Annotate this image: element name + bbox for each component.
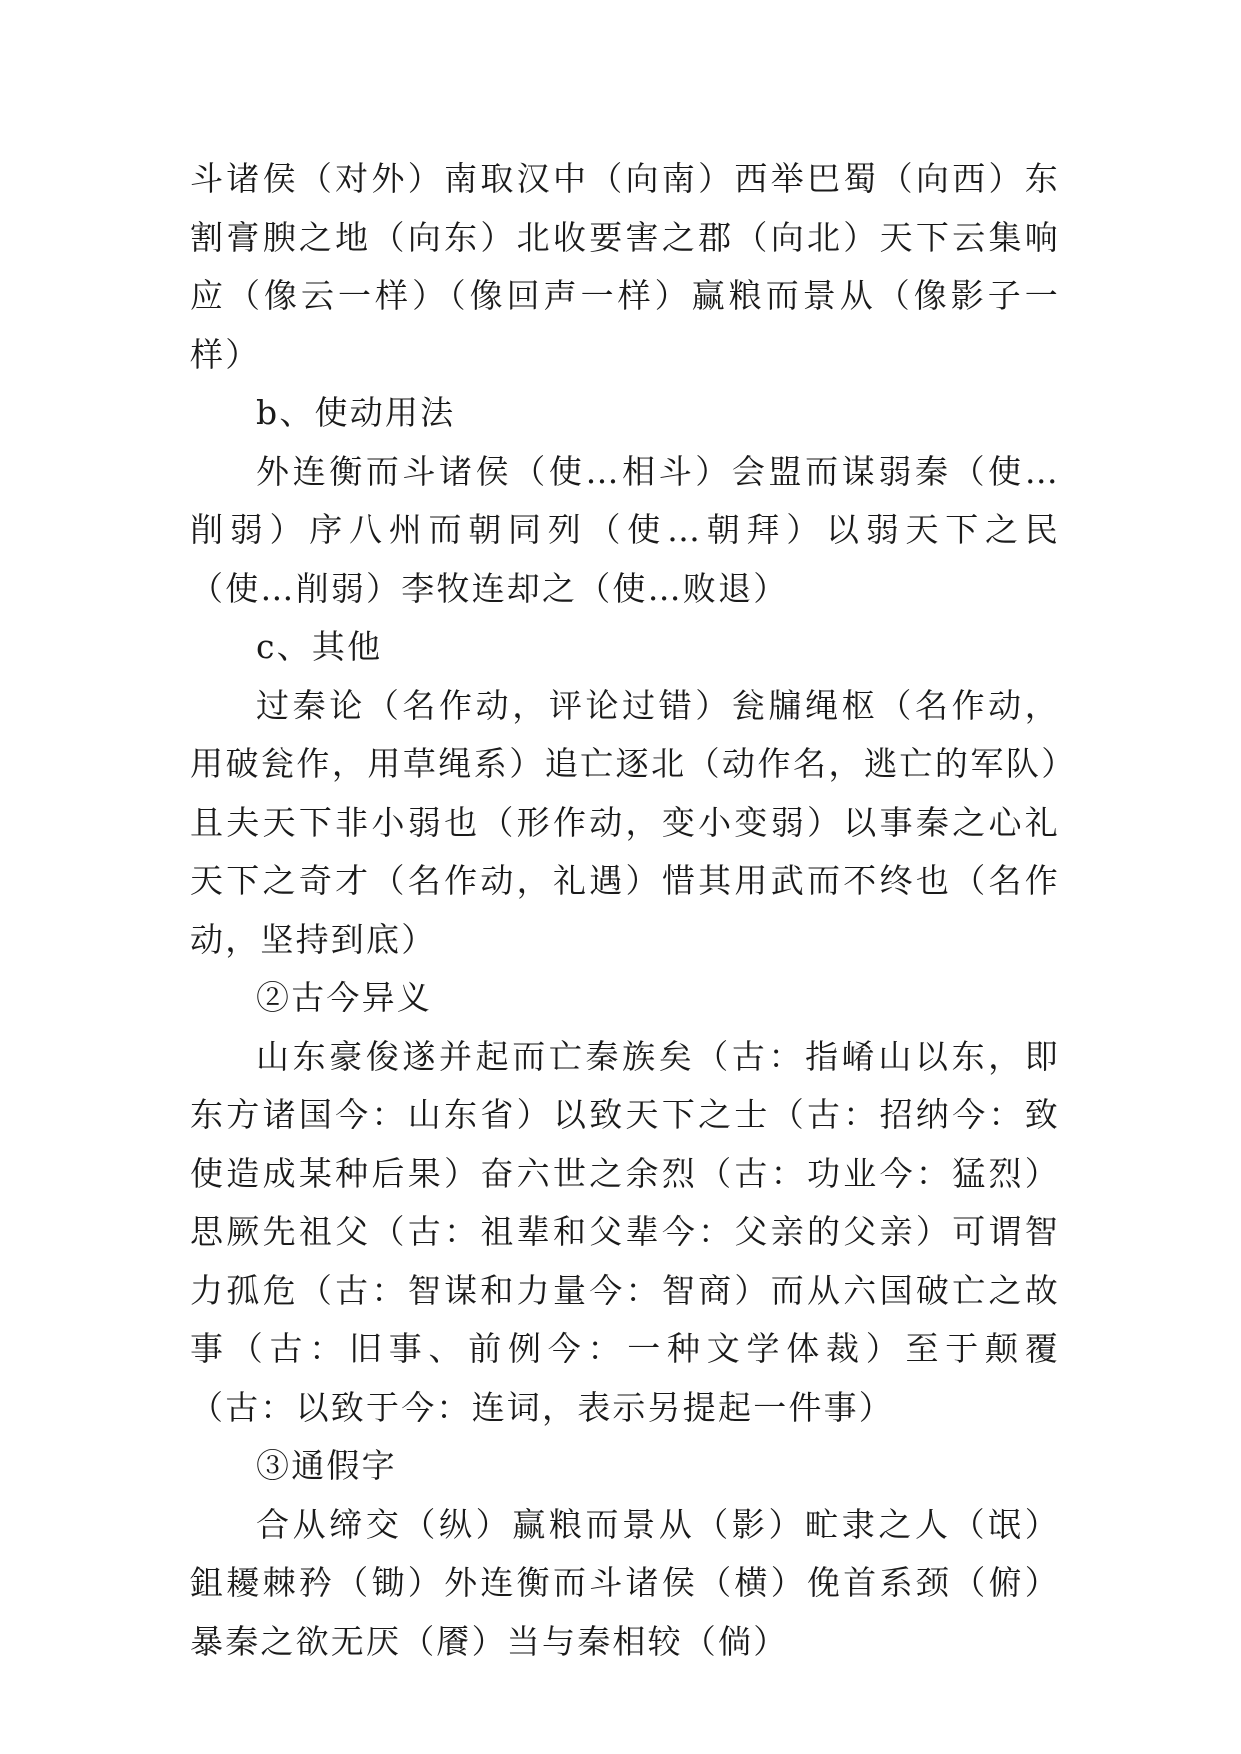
heading-causative-usage: b、使动用法 (256, 393, 456, 432)
paragraph-ancient-modern-examples: 山东豪俊遂并起而亡秦族矣（古：指崤山以东，即东方诸国今：山东省）以致天下之士（古：招纳今：致使造成某种后果）奋六世之余烈（古：功业今：猛烈）思厥先祖父（古：祖辈和父辈今：父亲的父亲）可谓智力孤危（古：智谋和力量今：智商）而从六国破亡之故事（古：旧事、前例今：一种文学体裁）至于颠覆（古：以致于今：连词，表示另提起一件事） (190, 1036, 1060, 1427)
paragraph-other-examples: 过秦论（名作动，评论过错）瓮牖绳枢（名作动，用破瓮作，用草绳系）追亡逐北（动作名，逃亡的军队）且夫天下非小弱也（形作动，变小变弱）以事秦之心礼天下之奇才（名作动，礼遇）惜其用武而不终也（名作动，坚持到底） (190, 685, 1060, 959)
paragraph-interchangeable-examples: 合从缔交（纵）赢粮而景从（影）甿隶之人（氓）鉏耰棘矜（锄）外连衡而斗诸侯（横）俛首系颈（俯）暴秦之欲无厌（餍）当与秦相较（倘） (190, 1504, 1060, 1661)
paragraph-continuation: 斗诸侯（对外）南取汉中（向南）西举巴蜀（向西）东割膏腴之地（向东）北收要害之郡（向北）天下云集响应（像云一样）（像回声一样）赢粮而景从（像影子一样） (190, 159, 1060, 374)
heading-interchangeable-characters: ③通假字 (256, 1446, 397, 1485)
document-body (190, 150, 1060, 1671)
paragraph-causative-examples: 外连衡而斗诸侯（使…相斗）会盟而谋弱秦（使…削弱）序八州而朝同列（使…朝拜）以弱天下之民（使…削弱）李牧连却之（使…败退） (190, 451, 1060, 608)
heading-ancient-modern-meaning: ②古今异义 (256, 978, 432, 1017)
heading-other-usage: c、其他 (256, 627, 383, 666)
